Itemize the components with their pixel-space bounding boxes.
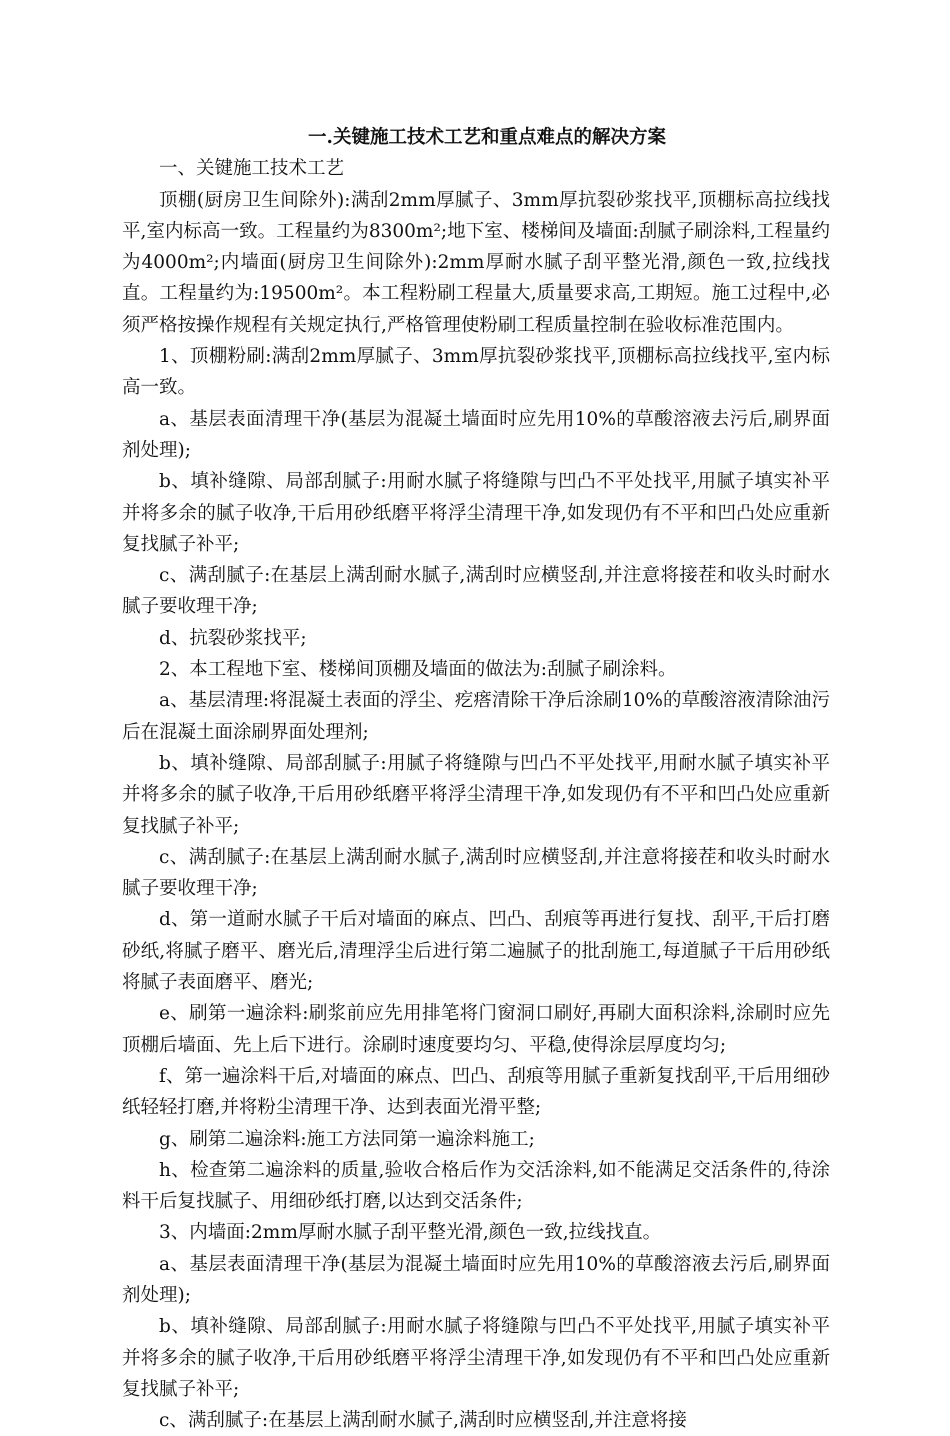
basement-step-d: d、第一道耐水腻子干后对墙面的麻点、凹凸、刮痕等再进行复找、刮平,干后打磨砂纸,将腻子磨平、磨光后,清理浮尘后进行第二遍腻子的批刮施工,每道腻子干后用砂纸将腻子表面磨平、磨光; xyxy=(122,909,830,994)
ceiling-step-c: c、满刮腻子:在基层上满刮耐水腻子,满刮时应横竖刮,并注意将接茬和收头时耐水腻子要收理干净; xyxy=(122,565,830,618)
interior-wall-step-b: b、填补缝隙、局部刮腻子:用耐水腻子将缝隙与凹凸不平处找平,用腻子填实补平并将多余的腻子收净,干后用砂纸磨平将浮尘清理干净,如发现仍有不平和凹凸处应重新复找腻子补平; xyxy=(122,1316,830,1400)
ceiling-step-d: d、抗裂砂浆找平; xyxy=(159,627,307,649)
basement-step-c: c、满刮腻子:在基层上满刮耐水腻子,满刮时应横竖刮,并注意将接茬和收头时耐水腻子要收理干净; xyxy=(122,846,830,900)
document-title: 一.关键施工技术工艺和重点难点的解决方案 xyxy=(308,127,666,148)
overview-paragraph: 顶棚(厨房卫生间除外):满刮2mm厚腻子、3mm厚抗裂砂浆找平,顶棚标高拉线找平,室内标高一致。工程量约为8300m²;地下室、楼梯间及墙面:刮腻子刷涂料,工程量约为4000m²;内墙面(厨房卫生间除外):2mm厚耐水腻子刮平整光滑,颜色一致,拉线找直。工程量约为:19500m²。本工程粉刷工程量大,质量要求高,工期短。施工过程中,必须严格按操作规程有关规定执行,严格管理使粉刷工程质量控制在验收标准范围内。 xyxy=(122,189,830,336)
basement-step-g: g、刷第二遍涂料:施工方法同第一遍涂料施工; xyxy=(159,1128,535,1150)
section-heading: 一、关键施工技术工艺 xyxy=(159,158,345,180)
basement-step-a: a、基层清理:将混凝土表面的浮尘、疙瘩清除干净后涂刷10%的草酸溶液清除油污后在混凝土面涂刷界面处理剂; xyxy=(122,690,830,743)
interior-wall-step-c: c、满刮腻子:在基层上满刮耐水腻子,满刮时应横竖刮,并注意将接 xyxy=(159,1410,687,1432)
basement-heading: 2、本工程地下室、楼梯间顶棚及墙面的做法为:刮腻子刷涂料。 xyxy=(159,659,677,681)
basement-step-e: e、刷第一遍涂料:刷浆前应先用排笔将门窗洞口刷好,再刷大面积涂料,涂刷时应先顶棚后墙面、先上后下进行。涂刷时速度要均匀、平稳,使得涂层厚度均匀; xyxy=(122,1003,830,1056)
ceiling-step-b: b、填补缝隙、局部刮腻子:用耐水腻子将缝隙与凹凸不平处找平,用腻子填实补平并将多余的腻子收净,干后用砂纸磨平将浮尘清理干净,如发现仍有不平和凹凸处应重新复找腻子补平; xyxy=(122,471,830,555)
interior-wall-heading: 3、内墙面:2mm厚耐水腻子刮平整光滑,颜色一致,拉线找直。 xyxy=(159,1222,662,1244)
ceiling-step-a: a、基层表面清理干净(基层为混凝土墙面时应先用10%的草酸溶液去污后,刷界面剂处理); xyxy=(122,408,830,461)
basement-step-b: b、填补缝隙、局部刮腻子:用腻子将缝隙与凹凸不平处找平,用耐水腻子填实补平并将多余的腻子收净,干后用砂纸磨平将浮尘清理干净,如发现仍有不平和凹凸处应重新复找腻子补平; xyxy=(122,752,830,837)
interior-wall-step-a: a、基层表面清理干净(基层为混凝土墙面时应先用10%的草酸溶液去污后,刷界面剂处理); xyxy=(122,1253,830,1306)
ceiling-heading: 1、顶棚粉刷:满刮2mm厚腻子、3mm厚抗裂砂浆找平,顶棚标高拉线找平,室内标高一致。 xyxy=(122,346,830,399)
basement-step-f: f、第一遍涂料干后,对墙面的麻点、凹凸、刮痕等用腻子重新复找刮平,干后用细砂纸轻轻打磨,并将粉尘清理干净、达到表面光滑平整; xyxy=(122,1065,830,1119)
document-body xyxy=(122,122,830,1436)
basement-step-h: h、检查第二遍涂料的质量,验收合格后作为交活涂料,如不能满足交活条件的,待涂料干后复找腻子、用细砂纸打磨,以达到交活条件; xyxy=(122,1159,830,1213)
